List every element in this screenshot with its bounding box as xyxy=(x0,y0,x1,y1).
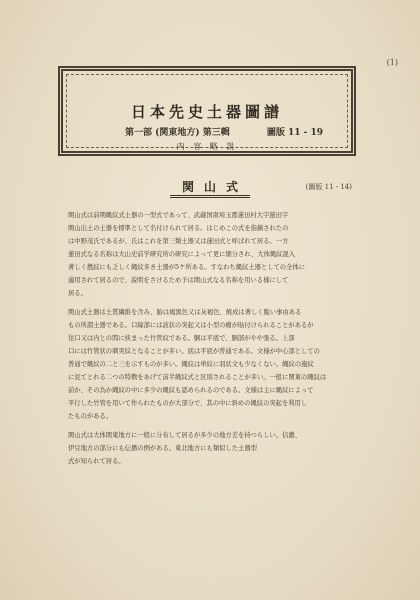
text-line: は中野茂氏であるが、氏はこれを第三類土器又は蓮田式と呼ばれて居る。一方 xyxy=(68,238,289,245)
body-text xyxy=(62,209,384,474)
plates-label: 圖版 11 - 19 xyxy=(266,128,323,138)
text-line: 関山式土器は土質繊維を含み、胎は褐黒色又は灰褐色、焼成は著しく脆い事由ある xyxy=(68,309,302,316)
text-line: 前か、その為か縄紋の中に多少の縄紋も認められるのである。文様は主に縄紋によって xyxy=(68,387,314,394)
part-label: 第一部 (関東地方) 第三輯 xyxy=(125,128,230,138)
text-line: 居る。 xyxy=(68,290,87,297)
section-heading xyxy=(0,176,420,198)
text-line: 蓮田式なる名称は大山史前学研究所の研究によって更に細分され、大体縄紋混入 xyxy=(68,251,296,258)
text-line: 関山式は前期縄紋式土器の一型式であって、武蔵国南埼玉郡蓮田村大字蓮田字 xyxy=(68,212,289,219)
text-line: 口には竹管状の刺突紋となることが多い。底は平底が普通である。文様が中心部としての xyxy=(68,348,320,355)
paragraph-2 xyxy=(62,306,384,423)
text-line: 伊豆地方の部分にも伝播の例がある。東北地方にも類似した土器型 xyxy=(68,445,257,452)
section-plate-ref: (圖版 11 - 14) xyxy=(305,183,352,191)
text-line: 適用されて居るので、説明をさけるため予は関山式なる名称を用いる様にして xyxy=(68,277,289,284)
text-line: 関山式は大体関東地方に一般に分布して居るが多少の地方差を持つらしい。信濃、 xyxy=(68,432,301,439)
paragraph-3 xyxy=(62,429,384,468)
text-line: たものがある。 xyxy=(68,413,113,420)
title-frame xyxy=(58,66,356,156)
text-line: もの所謂土器である。口縁部には波状の突起又は小型の瘤が貼付けられることがあるが xyxy=(68,322,314,329)
title-frame-inner xyxy=(73,79,341,151)
text-line: 式が知られて居る。 xyxy=(68,458,125,465)
text-line: 関山出土の土器を標準として名付けられて居る。はじめこの式を指摘されたの xyxy=(68,225,289,232)
page-number: (1) xyxy=(386,58,398,67)
contents-subtitle: 内 容 略 説 xyxy=(176,142,238,151)
text-line: 普通で縄紋の二と三を示すものが多い。縄紋は単紋に羽状文も少なくない。縄紋の施紋 xyxy=(68,361,314,368)
text-line: に見てとれる二つの特徴をあげて前半縄紋式と区別されることが多い。一般に関東の縄紋は xyxy=(68,374,327,381)
section-title: 関山式 xyxy=(170,178,250,198)
paragraph-1 xyxy=(62,209,384,300)
text-line: 往口又は内との間に挟まった竹管紋である。胴は平底で、胴部がやや張る。上部 xyxy=(68,335,295,342)
text-line: 平行した竹管を用いて作られたものが大部分で、其の中に斜めの縄紋の突起を利用し xyxy=(68,400,308,407)
main-title: 日本先史土器圖譜 xyxy=(130,103,283,121)
text-line: 著しく撚紋にも乏しく縄紋多き土器が5ケ所ある。すなわち縄紋土器としての全体に xyxy=(68,264,305,271)
